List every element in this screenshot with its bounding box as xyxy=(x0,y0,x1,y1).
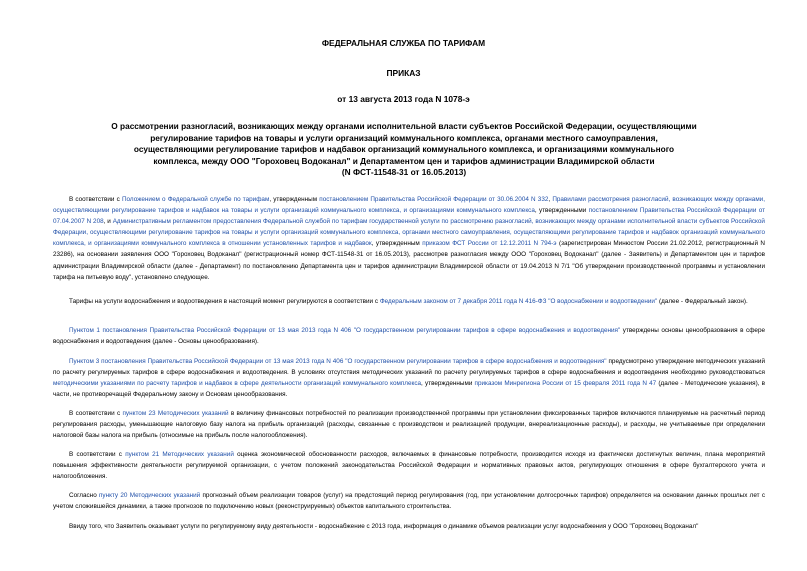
document-link[interactable]: Пунктом 3 постановления Правительства Российской Федерации от 13 мая 2013 года N 406 "О государственном регулировании тарифов в сфере водоснабжения и водоотведения" xyxy=(69,358,607,365)
paragraph-text: В соответствии с xyxy=(69,410,123,417)
paragraph-text: предусмотрено утверждение методических указаний по расчету регулируемых тарифов в сфере водоснабжения и водоотведения. В условиях отсутствия методических указаний по расчету регулируемых тарифов в сфере водоснабжения и водоотведения необходимо руководствоваться xyxy=(53,358,765,377)
paragraph-6 xyxy=(53,449,765,482)
paragraph-text: (зарегистрирован Минюстом России 21.02.2012, регистрационный N 23286), на основании заявления ООО "Гороховец Водоканал" (регистрационный номер ФСТ-11548-31 от 16.05.2013), рассмотрев разногласия между ООО "Гороховец Водоканал" (далее - Заявитель) и Департаментом цен и тарифов администрации Владимирской области (далее - Департамент) по постановлению Департамента цен и тарифов администрации Владимирской области от 19.04.2013 N 7/1 "Об утверждении производственной программы и установлении тарифа на питьевую воду", установлено следующее. xyxy=(53,240,766,281)
paragraph-text: утверждены основы ценообразования в сфере водоснабжения и водоотведения (далее - Основы ценообразования). xyxy=(53,327,765,346)
document-link[interactable]: постановлением Правительства Российской Федерации от 07.04.2007 N 208 xyxy=(53,207,766,226)
paragraph-text: (далее - Методические указания), в части, не противоречащей Федеральному закону и Основам ценообразования. xyxy=(53,380,765,399)
document-link[interactable]: методическими указаниями по расчету тарифов и надбавок в сфере деятельности организаций коммунального комплекса xyxy=(53,380,422,388)
paragraph-5 xyxy=(53,408,765,441)
document-link[interactable]: Федеральным законом от 7 декабря 2011 года N 416-ФЗ "О водоснабжении и водоотведении" xyxy=(379,298,658,305)
document-link[interactable]: приказом Минрегиона России от 15 февраля 2011 года N 47 xyxy=(474,380,657,388)
paragraph-text: Ввиду того, что Заявитель оказывает услуги по регулируемому виду деятельности - водоснабжение с 2013 года, информация о динамике объемов реализации услуг водоснабжения у ООО "Гороховец Водоканал" xyxy=(69,523,699,530)
paragraph-text: (далее - Федеральный закон). xyxy=(657,298,748,305)
paragraph-text: Тарифы на услуги водоснабжения и водоотведения в настоящий момент регулируются в соответствии с xyxy=(69,298,380,305)
paragraph-4 xyxy=(53,356,765,400)
document-link[interactable]: постановлением Правительства Российской Федерации от 30.06.2004 N 332 xyxy=(319,196,549,203)
document-link[interactable]: Положением о Федеральной службе по тарифам xyxy=(121,196,270,203)
document-link[interactable]: пунктом 23 Методических указаний xyxy=(122,410,229,417)
document-date-number: от 13 августа 2013 года N 1078-э xyxy=(337,94,470,104)
document-link[interactable]: приказом ФСТ России от 12.12.2011 N 794-э xyxy=(422,240,557,248)
paragraph-text: Согласно xyxy=(69,492,99,499)
paragraph-text: В соответствии с xyxy=(69,196,122,203)
paragraph-text: , и xyxy=(103,218,113,226)
subject-reference: (N ФСТ-11548-31 от 16.05.2013) xyxy=(341,167,467,178)
document-link[interactable]: Пунктом 1 постановления Правительства Российской Федерации от 13 мая 2013 года N 406 "О государственном регулировании тарифов в сфере водоснабжения и водоотведения" xyxy=(69,327,621,334)
paragraph-text: , утвержденным xyxy=(269,196,320,203)
paragraph-text: , утвержденными xyxy=(421,380,475,388)
paragraph-text: в величину финансовых потребностей по реализации производственной программы при установлении фиксированных тарифов включаются планируемые на расчетный период регулирования расходы, уменьшающие налоговую базу налога на прибыль организаций (расходы, связанные с производством и реализацией продукции, внереализационные расходы), и расходы, не учитываемые при определении налоговой базы налога на прибыль (относимые на прибыль после налогообложения). xyxy=(53,410,765,440)
paragraph-text: , утвержденными xyxy=(534,207,589,215)
paragraph-3 xyxy=(53,325,765,347)
paragraph-2 xyxy=(53,296,765,307)
document-subject xyxy=(110,121,698,179)
paragraph-7 xyxy=(53,490,765,512)
subject-text: О рассмотрении разногласий, возникающих между органами исполнительной власти субъектов Российской Федерации, осуществляющими регулирование тарифов на товары и услуги организаций коммунального комплекса, органами местного самоуправления, осуществляющими регулирование тарифов и надбавок организаций коммунального комплекса, и организациями коммунального комплекса, между ООО "Гороховец Водоканал" и Департаментом цен и тарифов администрации Владимирской области xyxy=(111,121,697,166)
paragraph-8 xyxy=(53,521,765,532)
paragraph-text: В соответствии с xyxy=(69,451,126,458)
paragraph-text: прогнозный объем реализации товаров (услуг) на предстоящий период регулирования (год, при установлении долгосрочных тарифов) определяется на основании данных прошлых лет с учетом сложившейся динамики, а также прогнозов по подключению новых (реконструируемых) объектов капитального строительства. xyxy=(53,492,766,511)
paragraph-text: , xyxy=(548,196,553,203)
paragraph-1 xyxy=(53,194,765,283)
paragraph-text: , утвержденным xyxy=(371,240,423,248)
document-link[interactable]: Административным регламентом предоставления Федеральной службой по тарифам государственной услуги по рассмотрению разногласий, возникающих между органами исполнительной власти субъектов Российской Федерации, осуществляющими регулирование тарифов на товары и услуги организаций коммунального комплекса, органами местного самоуправления, осуществляющими регулирование тарифов и надбавок организаций коммунального комплекса, и организациями коммунального комплекса в отношении установленных тарифов и надбавок xyxy=(53,218,765,248)
paragraph-text: оценка экономической обоснованности расходов, включаемых в финансовые потребности, производится исходя из фактически достигнутых величин, плана мероприятий повышения эффективности деятельности регулируемой организации, с учетом положений законодательства Российской Федерации и нормативных правовых актов, регулирующих отношения в сфере бухгалтерского учета и налогообложения. xyxy=(53,451,765,481)
document-link[interactable]: пункту 20 Методических указаний xyxy=(99,492,201,499)
document-type: ПРИКАЗ xyxy=(386,68,421,78)
agency-title: ФЕДЕРАЛЬНАЯ СЛУЖБА ПО ТАРИФАМ xyxy=(321,38,486,48)
document-link[interactable]: пунктом 21 Методических указаний xyxy=(125,451,234,458)
document-link[interactable]: Правилами рассмотрения разногласий, возникающих между органами, осуществляющими регулирование тарифов и надбавок на товары и услуги организаций коммунального комплекса, и организациями коммунального комплекса xyxy=(53,196,765,215)
